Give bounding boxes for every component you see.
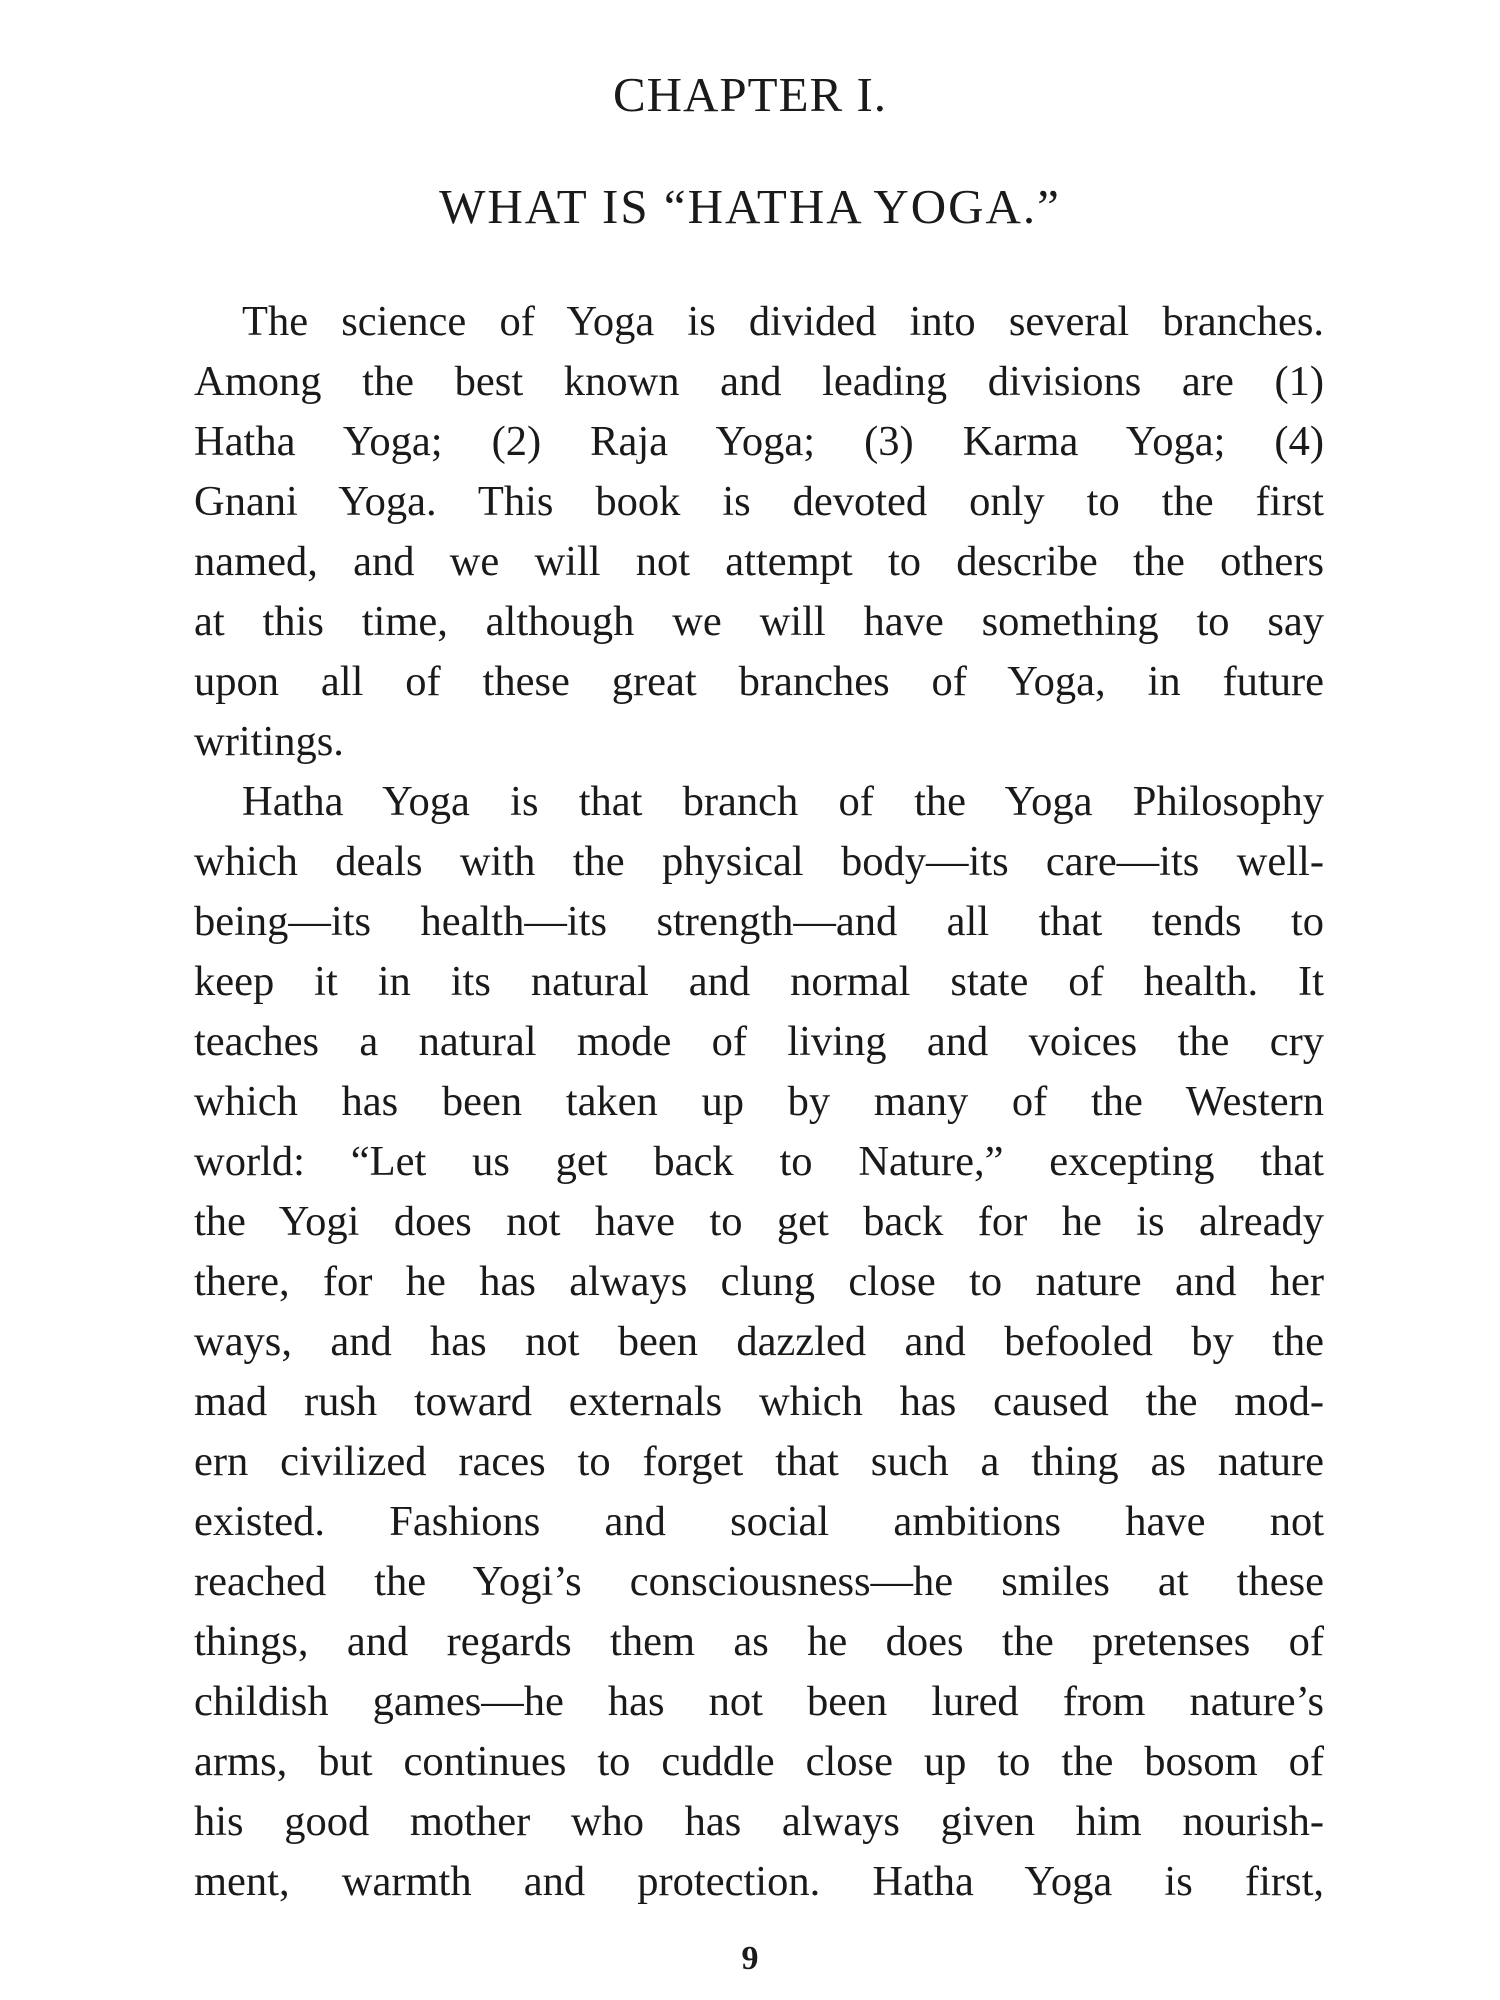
text-line: reached the Yogi’s consciousness—he smiles at these [194,1558,1324,1605]
text-line: Among the best known and leading divisions are (1) [194,358,1324,405]
text-line: writings. [194,718,344,765]
text-line: at this time, although we will have something to say [194,598,1324,645]
text-line: Hatha Yoga; (2) Raja Yoga; (3) Karma Yoga; (4) [194,418,1324,465]
text-line: ways, and has not been dazzled and befooled by the [194,1318,1324,1365]
text-line: Hatha Yoga is that branch of the Yoga Philosophy [242,778,1324,825]
text-line: childish games—he has not been lured from nature’s [194,1678,1324,1725]
text-line: being—its health—its strength—and all that tends to [194,898,1324,945]
text-line: things, and regards them as he does the pretenses of [194,1618,1324,1665]
text-line: ern civilized races to forget that such a thing as nature [194,1438,1324,1485]
text-line: mad rush toward externals which has caused the mod- [194,1378,1324,1425]
text-line: named, and we will not attempt to describe the others [194,538,1324,585]
text-line: arms, but continues to cuddle close up to the bosom of [194,1738,1324,1785]
text-line: the Yogi does not have to get back for he is already [194,1198,1324,1245]
text-line: which deals with the physical body—its care—its well- [194,838,1324,885]
text-line: world: “Let us get back to Nature,” excepting that [194,1138,1324,1185]
text-line: The science of Yoga is divided into several branches. [242,298,1324,345]
text-line: there, for he has always clung close to nature and her [194,1258,1324,1305]
text-line: upon all of these great branches of Yoga, in future [194,658,1324,705]
body-text [194,292,1324,1912]
text-line: existed. Fashions and social ambitions have not [194,1498,1324,1545]
text-line: which has been taken up by many of the Western [194,1078,1324,1125]
text-line: Gnani Yoga. This book is devoted only to the first [194,478,1324,525]
text-line: ment, warmth and protection. Hatha Yoga is first, [194,1858,1324,1905]
chapter-heading: CHAPTER I. [612,67,888,122]
text-line: teaches a natural mode of living and voices the cry [194,1018,1324,1065]
text-line: his good mother who has always given him nourish- [194,1798,1324,1845]
text-line: keep it in its natural and normal state of health. It [194,958,1324,1005]
page-number: 9 [741,1940,759,1977]
chapter-title: WHAT IS “HATHA YOGA.” [439,179,1061,234]
